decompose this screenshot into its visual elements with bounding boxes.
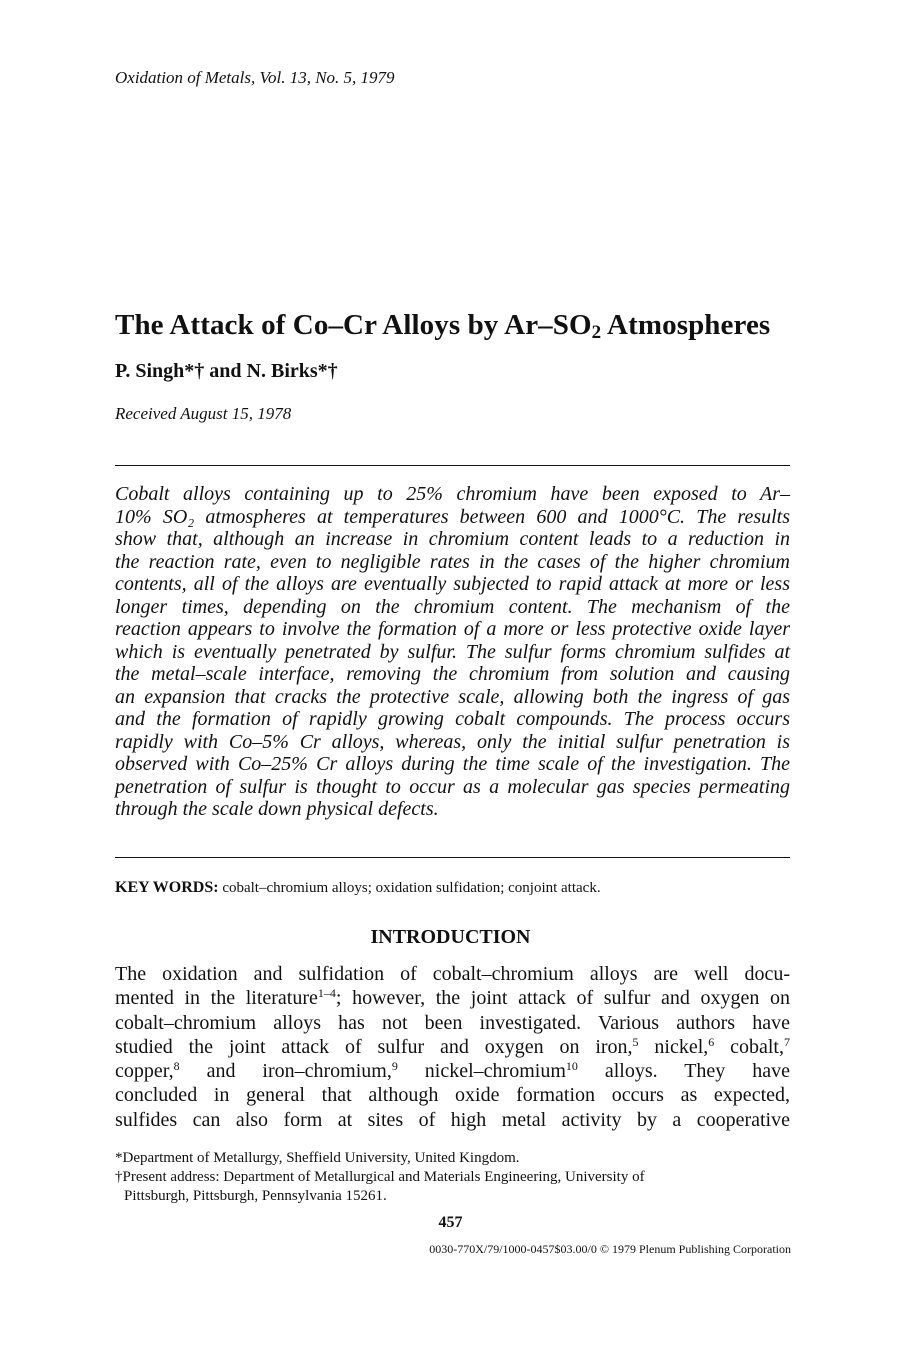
body-line xyxy=(115,1059,790,1083)
footnote-affiliation: *Department of Metallurgy, Sheffield University, United Kingdom. xyxy=(115,1150,520,1166)
body-text-run: copper, xyxy=(115,1060,174,1083)
citation-superscript: 1–4 xyxy=(317,986,336,1001)
received-date: Received August 15, 1978 xyxy=(115,404,292,423)
abstract-line: the metal–scale interface, removing the chromium from solution and causing xyxy=(115,663,790,685)
body-line: The oxidation and sulfidation of cobalt–chromium alloys are well docu- xyxy=(115,963,790,985)
footnotes xyxy=(115,1149,790,1206)
title-subscript: 2 xyxy=(591,322,602,343)
abstract-line: through the scale down physical defects. xyxy=(115,798,439,820)
abstract-line: an expansion that cracks the protective scale, allowing both the ingress of gas xyxy=(115,685,790,708)
body-text-run: studied the joint attack of sulfur and oxygen on iron, xyxy=(115,1035,633,1058)
body-line: sulfides can also form at sites of high metal activity by a cooperative xyxy=(115,1108,790,1131)
body-line xyxy=(115,986,790,1010)
citation-superscript: 7 xyxy=(783,1034,790,1049)
abstract-line: reaction appears to involve the formation of a more or less protective oxide layer xyxy=(115,618,790,640)
title-text: The Attack of Co–Cr Alloys by Ar–SO xyxy=(115,309,592,341)
abstract-line: observed with Co–25% Cr alloys during the time scale of the investigation. The xyxy=(115,753,790,775)
body-text-run: cobalt, xyxy=(714,1035,784,1058)
section-heading-introduction: INTRODUCTION xyxy=(370,926,531,948)
footnote-present-address-cont: Pittsburgh, Pittsburgh, Pennsylvania 15261. xyxy=(124,1188,387,1204)
abstract-line: show that, although an increase in chromium content leads to a reduction in xyxy=(115,528,790,550)
keywords-text: cobalt–chromium alloys; oxidation sulfidation; conjoint attack. xyxy=(218,880,601,896)
body-text-run: ; however, the joint attack of sulfur and oxygen on xyxy=(335,987,790,1010)
body-text-run: nickel–chromium xyxy=(397,1060,566,1083)
abstract-line: the reaction rate, even to negligible rates in the cases of the higher chromium xyxy=(115,550,790,573)
abstract-line: contents, all of the alloys are eventually subjected to rapid attack at more or less xyxy=(115,573,790,595)
keywords xyxy=(115,879,601,897)
keywords-label: KEY WORDS: xyxy=(115,879,219,896)
authors: P. Singh*† and N. Birks*† xyxy=(115,360,338,382)
citation-superscript: 10 xyxy=(565,1059,578,1074)
abstract-line: which is eventually penetrated by sulfur. The sulfur forms chromium sulfides at xyxy=(115,640,790,663)
citation-superscript: 9 xyxy=(391,1059,398,1074)
body-text-run: mented in the literature xyxy=(115,987,318,1010)
citation-superscript: 5 xyxy=(632,1034,639,1049)
body-text-run: alloys. They have xyxy=(577,1060,790,1083)
body-text-run: nickel, xyxy=(638,1035,709,1058)
abstract-line: rapidly with Co–5% Cr alloys, whereas, only the initial sulfur penetration is xyxy=(115,730,790,753)
body-line: concluded in general that although oxide formation occurs as expected, xyxy=(115,1084,790,1107)
introduction-body xyxy=(115,962,790,1132)
footnote-present-address: †Present address: Department of Metallurgical and Materials Engineering, University of xyxy=(115,1169,645,1185)
body-text-run: and iron–chromium, xyxy=(179,1060,392,1083)
body-line: cobalt–chromium alloys has not been investigated. Various authors have xyxy=(115,1011,790,1034)
abstract-line: penetration of sulfur is thought to occur as a molecular gas species permeating xyxy=(115,775,790,798)
journal-citation: Oxidation of Metals, Vol. 13, No. 5, 1979 xyxy=(115,68,395,87)
copyright-line: 0030-770X/79/1000-0457$03.00/0 © 1979 Plenum Publishing Corporation xyxy=(429,1242,791,1256)
abstract-line: longer times, depending on the chromium content. The mechanism of the xyxy=(115,595,790,618)
abstract-top-rule xyxy=(115,465,790,466)
abstract-line: 10% SO₂ atmospheres at temperatures between 600 and 1000°C. The results xyxy=(115,505,790,528)
paper-title xyxy=(115,309,770,344)
abstract-line: and the formation of rapidly growing cobalt compounds. The process occurs xyxy=(115,708,790,730)
abstract-line: Cobalt alloys containing up to 25% chromium have been exposed to Ar– xyxy=(115,483,790,505)
abstract xyxy=(115,483,790,821)
abstract-bottom-rule xyxy=(115,857,790,858)
citation-superscript: 8 xyxy=(173,1059,180,1074)
citation-superscript: 6 xyxy=(708,1034,715,1049)
title-text-end: Atmospheres xyxy=(601,309,771,341)
page-number: 457 xyxy=(438,1214,463,1231)
body-line xyxy=(115,1035,790,1059)
